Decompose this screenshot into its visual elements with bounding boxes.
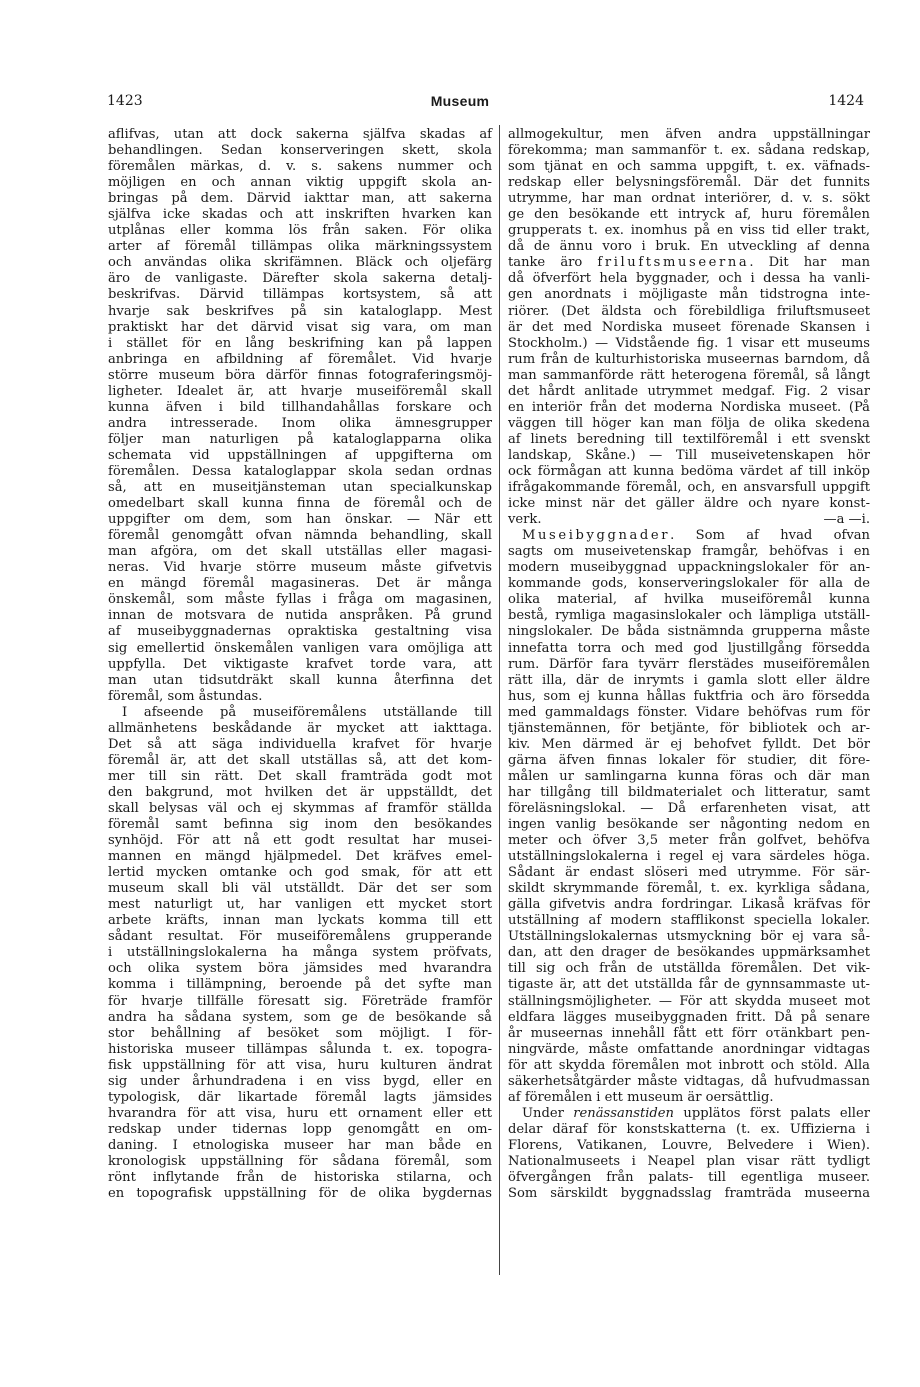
text-line: praktiskt har det därvid visat sig vara, om man <box>108 319 492 335</box>
author-signature: —a —i. <box>823 512 870 528</box>
text-line: ningslokaler. De båda sistnämnda grupperna måste <box>508 624 870 640</box>
text-line: gärna äfven finnas lokaler för studier, dit före- <box>508 752 870 768</box>
text-line: dan, att den drager de besökandes uppmärksamhet <box>508 945 870 961</box>
text-line: bestå, rymliga magasinslokaler och lämpliga utställ- <box>508 608 870 624</box>
text-line: anbringa en afbildning af föremålet. Vid hvarje <box>108 351 492 367</box>
text-line: hvarje sak beskrifves på sin kataloglapp. Mest <box>108 303 492 319</box>
text-line: historiska museer tillämpas sålunda t. ex. topogra- <box>108 1041 492 1057</box>
text-line: redskap eller belysningsföremål. Där det funnits <box>508 175 870 191</box>
text-line: föreläsningslokal. — Då erfarenheten visat, att <box>508 800 870 816</box>
text-line: ge den besökande ett intryck af, huru föremålen <box>508 207 870 223</box>
text-line: utställning af modern stafflikonst speciella lokaler. <box>508 913 870 929</box>
text-line: utställningslokalerna i regel ej vara särdeles höga. <box>508 849 870 865</box>
text-line: då öfverfört hela byggnader, och i dessa ha vanli- <box>508 271 870 287</box>
text-line: modern museibyggnad uppackningslokaler för an- <box>508 560 870 576</box>
text-line: Som särskildt byggnadsslag framträda museerna <box>508 1186 870 1202</box>
text-line: innefatta torra och med god ljustillgång försedda <box>508 640 870 656</box>
text-line: en mängd föremål magasineras. Det är många <box>108 576 492 592</box>
right-column-lines-b <box>508 271 870 512</box>
renaissance-line-start: Under <box>522 1105 574 1121</box>
text-line: allmogekultur, men äfven andra uppställningar <box>508 127 870 142</box>
text-line: för hvarje tillfälle föresatt sig. Företräde framför <box>108 993 492 1009</box>
text-line: önskemål, som måste fyllas i fråga om magasinen, <box>108 592 492 608</box>
text-line: rum från de kulturhistoriska museernas barndom, då <box>508 351 870 367</box>
text-line: Florens, Vatikanen, Louvre, Belvedere i Wien). <box>508 1137 870 1153</box>
text-line: ställningsmöjligheter. — För att skydda museet mot <box>508 993 870 1009</box>
text-line: af linets beredning till textilföremål i ett svenskt <box>508 431 870 447</box>
text-line: af museibyggnadernas opraktiska gestaltning visa <box>108 624 492 640</box>
text-line: uppgifter om dem, som han önskar. — När ett <box>108 512 492 528</box>
text-line: arbete kräfts, innan man lyckats komma till ett <box>108 913 492 929</box>
text-line: fisk uppställning för att visa, huru kulturen ändrat <box>108 1057 492 1073</box>
text-line: landskap, Skåne.) — Till museivetenskapen hör <box>508 447 870 463</box>
text-line: den bakgrund, mot hvilken det är uppställdt, det <box>108 784 492 800</box>
left-page-number: 1423 <box>107 93 143 109</box>
text-line: komma i tillämpning, beroende på det syfte man <box>108 977 492 993</box>
text-line: stor behållning af besöket som möjligt. I för- <box>108 1025 492 1041</box>
text-line: utrymme, har man ordnat interiörer, d. v. s. sökt <box>508 191 870 207</box>
text-line: kunna äfven i bild tillhandahållas forskare och <box>108 399 492 415</box>
text-line: förekomma; man sammanför t. ex. sådana redskap, <box>508 143 870 159</box>
text-line: allmänhetens beskådande är mycket att iakttaga. <box>108 720 492 736</box>
text-line: som tjänat en och samma uppgift, t. ex. väfnads- <box>508 159 870 175</box>
text-line: utplånas eller komma lös från saken. För olika <box>108 223 492 239</box>
text-line: föremål, som åstundas. <box>108 688 263 704</box>
text-line: olika material, af hvilka museiföremål kunna <box>508 592 870 608</box>
text-line: för att skydda föremålen mot inbrott och stöld. Alla <box>508 1057 870 1073</box>
text-line: redskap under tidernas lopp genomgått en om- <box>108 1121 492 1137</box>
text-line: museum skall bli väl utställdt. Där det ser som <box>108 881 492 897</box>
left-column <box>108 127 492 1202</box>
text-line: andra intresserade. Inom olika ämnesgrupper <box>108 415 492 431</box>
text-line: I afseende på museiföremålens utställande till <box>122 704 492 720</box>
text-line: ingen vanlig besökande ser någonting nedom en <box>508 817 870 833</box>
text-line: hus, som ej kunna hållas fuktfria och äro försedda <box>508 688 870 704</box>
text-line: möjligen en och annan viktig uppgift skola an- <box>108 175 492 191</box>
text-line: ligheter. Idealet är, att hvarje museiföremål skall <box>108 383 492 399</box>
text-line: lertid mycken omtanke och god smak, för att ett <box>108 865 492 881</box>
text-line: år museernas innehåll fått ett förr oτänkbart pen- <box>508 1025 870 1041</box>
open-air-line-start: tanke äro <box>508 255 598 271</box>
text-line: gälla gifvetvis andra fordringar. Likaså kräfvas för <box>508 897 870 913</box>
text-line: själfva icke skadas och att inskriften hvarken kan <box>108 207 492 223</box>
text-line: ningvärde, måste omfattande anordningar vidtagas <box>508 1041 870 1057</box>
text-line: sådant resultat. För museiföremålens grupperande <box>108 929 492 945</box>
section-term: Museibyggnader <box>522 528 671 544</box>
text-line: skildt skrymmande föremål, t. ex. kyrkliga sådana, <box>508 881 870 897</box>
renaissance-term: renässanstiden <box>573 1105 674 1121</box>
text-line: en topografisk uppställning för de olika bygdernas <box>108 1186 492 1202</box>
text-line: schemata vid uppställningen af uppgifterna om <box>108 447 492 463</box>
text-line: så, att en museitjänsteman utan specialkunskap <box>108 480 492 496</box>
text-line: meter och öfver 3,5 meter från golfvet, behöfva <box>508 833 870 849</box>
text-line: i utställningslokalerna ha många system pröfvats, <box>108 945 492 961</box>
text-line: aflifvas, utan att dock sakerna själfva skadas af <box>108 127 492 142</box>
right-column-lines-d <box>508 1122 870 1202</box>
text-line: daning. I etnologiska museer har man både en <box>108 1137 492 1153</box>
text-line: delar däraf för konstskatterna (t. ex. Uffizierna i <box>508 1121 870 1137</box>
text-line: en interiör från det moderna Nordiska museet. (På <box>508 399 870 415</box>
text-line: säkerhetsåtgärder måste vidtagas, då hufvudmassan <box>508 1073 870 1089</box>
text-line: föremålen märkas, d. v. s. sakens nummer och <box>108 159 492 175</box>
text-line: synhöjd. För att nå ett godt resultat har musei- <box>108 833 492 849</box>
text-line: rum. Därför fara tyvärr flerstädes museiföremålen <box>508 656 870 672</box>
text-line: rönt inflytande från de historiska stilarna, och <box>108 1170 492 1186</box>
right-column <box>508 127 870 1202</box>
text-line: man utan tidsutdräkt skall kunna återfinna det <box>108 672 492 688</box>
text-line: grupperats t. ex. inomhus på en viss tid eller trakt, <box>508 223 870 239</box>
text-line: är det med Nordiska museet förenade Skansen i <box>508 319 870 335</box>
text-line: andra ha sådana system, som ge de besökande så <box>108 1009 492 1025</box>
section-intro: . Som af hvad ofvan <box>670 528 870 544</box>
text-line: beskrifvas. Därvid tillämpas kortsystem, så att <box>108 287 492 303</box>
text-line: äro de vanligaste. Därefter skola sakerna detalj- <box>108 271 492 287</box>
text-line: Nationalmuseets i Neapel plan visar rätt tydligt <box>508 1154 870 1169</box>
text-line: bringas på dem. Därvid iakttar man, att sakerna <box>108 191 492 207</box>
text-line: man afgöra, om det skall utställas eller magasi- <box>108 544 492 560</box>
text-line: rätt illa, där de inrymts i gamla slott eller äldre <box>508 672 870 688</box>
renaissance-line <box>508 1106 870 1122</box>
text-line: följer man naturligen på kataloglapparna olika <box>108 431 492 447</box>
open-air-line-end: . Dit har man <box>749 255 871 271</box>
text-line: tigaste är, att det utställda får de gynnsammaste ut- <box>508 977 870 993</box>
right-column-lines-a <box>508 127 870 255</box>
right-column-lines-c <box>508 544 870 1106</box>
text-line: föremålen. Dessa kataloglappar skola sedan ordnas <box>108 463 492 479</box>
text-line: väggen till höger kan man följa de olika skedena <box>508 415 870 431</box>
renaissance-line-end: upplätos först palats eller <box>673 1105 870 1121</box>
text-line: målen ur samlingarna kunna föras och där man <box>508 768 870 784</box>
text-line: eldfara lägges museibyggnaden fritt. Då på senare <box>508 1009 870 1025</box>
text-line: i stället för en lång beskrifning kan på lappen <box>108 335 492 351</box>
text-line: mer till sin rätt. Det skall framträda godt mot <box>108 768 492 784</box>
text-line: Sådant är endast slöseri med utrymme. För sär- <box>508 865 870 881</box>
text-line: kronologisk uppställning för sådana föremål, som <box>108 1154 492 1169</box>
text-line: mannen en mängd hjälpmedel. Det kräfves emel- <box>108 849 492 865</box>
text-line: Det så att säga individuella krafvet för hvarje <box>108 736 492 752</box>
text-line: hvarandra för att visa, huru ett ornament eller ett <box>108 1105 492 1121</box>
text-line: större museum böra därför finnas fotograferingsmöj- <box>108 367 492 383</box>
text-line: öfvergången från palats- till egentliga museer. <box>508 1170 870 1186</box>
text-line: har tillgång till bildmaterialet och litteratur, samt <box>508 784 870 800</box>
text-line: föremål genomgått ofvan nämnda behandling, skall <box>108 528 492 544</box>
text-line: det hårdt anlitade utrymmet medgaf. Fig. 2 visar <box>508 383 870 399</box>
text-line: sig emellertid önskemålen vanligen vara omöjliga att <box>108 640 492 656</box>
text-line: typologisk, där likartade föremål lagts jämsides <box>108 1089 492 1105</box>
text-line: och användas olika skrifämnen. Bläck och oljefärg <box>108 255 492 271</box>
open-air-term: friluftsmuseerna <box>597 255 750 271</box>
text-line: man sammanförde rätt heterogena föremål, så långt <box>508 367 870 383</box>
text-line: med gammaldags fönster. Vidare behöfvas rum för <box>508 704 870 720</box>
text-line: riörer. (Det äldsta och förebildliga friluftsmuseet <box>508 303 870 319</box>
text-line: behandlingen. Sedan konserveringen skett, skola <box>108 143 492 159</box>
text-line: arter af föremål tillämpas olika märkningssystem <box>108 239 492 255</box>
text-line: mest naturligt ut, har vanligen ett mycket stort <box>108 897 492 913</box>
article-end-line <box>508 512 870 528</box>
text-line: tjänstemännen, för betjänte, för bibliotek och ar- <box>508 720 870 736</box>
text-line: sagts om museivetenskap framgår, behöfvas i en <box>508 544 870 560</box>
text-line: Utställningslokalernas utsmyckning bör ej vara så- <box>508 929 870 945</box>
text-line: omedelbart skall kunna finna de föremål och de <box>108 496 492 512</box>
text-line: skall belysas väl och ej skymmas af framför ställda <box>108 800 492 816</box>
text-line: ifrågakommande föremål, och, en ansvarsfull uppgift <box>508 480 870 496</box>
column-divider <box>499 125 500 1275</box>
text-line: neras. Vid hvarje större museum måste gifvetvis <box>108 560 492 576</box>
running-title: Museum <box>430 93 490 109</box>
text-line: till sig och från de utställda föremålen. Det vik- <box>508 961 870 977</box>
text-line: då de ännu voro i bruk. En utveckling af denna <box>508 239 870 255</box>
article-last-word: verk. <box>508 512 542 528</box>
text-line: af föremålen i ett museum är oersättlig. <box>508 1089 774 1105</box>
text-line: kiv. Men därmed är ej behofvet fylldt. Det bör <box>508 736 870 752</box>
text-line: kommande gods, konserveringslokaler för alla de <box>508 576 870 592</box>
right-page-number: 1424 <box>828 93 864 109</box>
text-line: gen anordnats i möjligaste mån tidstrogna inte- <box>508 287 870 303</box>
text-line: Stockholm.) — Vidstående fig. 1 visar ett museums <box>508 335 870 351</box>
text-line: icke minst när det gäller äldre och nyare konst- <box>508 496 870 512</box>
text-line: uppfylla. Det viktigaste krafvet torde vara, att <box>108 656 492 672</box>
text-line: ock förmågan att kunna bedöma värdet af till inköp <box>508 463 870 479</box>
text-line: och olika system böra jämsides med hvarandra <box>108 961 492 977</box>
section-heading-line <box>508 528 870 544</box>
text-line: innan de motsvara de nutida anspråken. På grund <box>108 608 492 624</box>
text-line: sig under århundradena i en viss bygd, eller en <box>108 1073 492 1089</box>
text-line: föremål samt befinna sig inom den besökandes <box>108 817 492 833</box>
open-air-museum-line <box>508 255 870 271</box>
text-line: föremål är, att det skall utställas så, att det kom- <box>108 752 492 768</box>
